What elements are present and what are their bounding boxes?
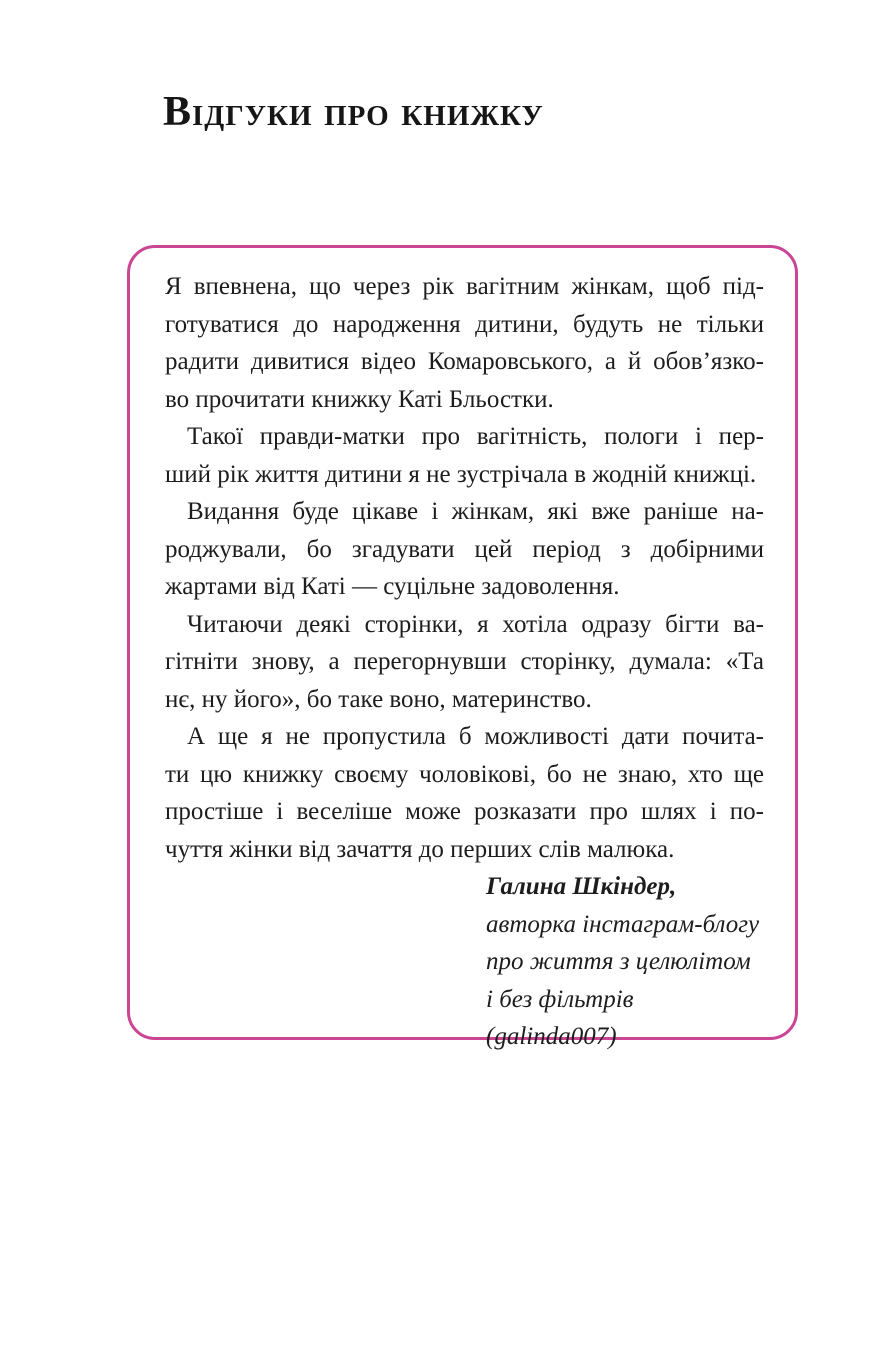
review-line: гітніти знову, а перегорнувши сторінку, думала: «Та bbox=[165, 648, 764, 675]
review-paragraph bbox=[165, 718, 764, 868]
signature-line: про життя з целюлітом bbox=[486, 948, 751, 975]
review-signature bbox=[486, 868, 764, 1056]
review-line: А ще я не пропустила б можливості дати почита- bbox=[187, 723, 764, 750]
review-line: нє, ну його», бо таке воно, материнство. bbox=[165, 685, 592, 713]
review-paragraph bbox=[165, 268, 764, 418]
review-line: ший рік життя дитини я не зустрічала в жодній книжці. bbox=[165, 460, 757, 488]
review-paragraph bbox=[165, 418, 764, 493]
review-line: Видання буде цікаве і жінкам, які вже раніше на- bbox=[187, 498, 764, 525]
review-line: простіше і веселіше може розказати про шлях і по- bbox=[165, 798, 764, 825]
review-line: чуття жінки від зачаття до перших слів малюка. bbox=[165, 835, 675, 863]
signature-name: Галина Шкіндер, bbox=[486, 873, 677, 900]
review-line: Читаючи деякі сторінки, я хотіла одразу бігти ва- bbox=[187, 610, 764, 638]
review-paragraph bbox=[165, 493, 764, 606]
review-paragraph bbox=[165, 606, 764, 719]
review-line: роджували, бо згадувати цей період з добірними bbox=[165, 535, 764, 563]
page-title: Відгуки про книжку bbox=[163, 89, 544, 135]
review-box bbox=[127, 245, 798, 1050]
review-line: жартами від Каті — суцільне задоволення. bbox=[165, 573, 620, 600]
signature-line: авторка інстаграм-блогу bbox=[486, 910, 760, 938]
signature-line: і без фільтрів (galinda007) bbox=[486, 985, 634, 1050]
review-paragraphs bbox=[165, 268, 764, 868]
review-line: радити дивитися відео Комаровського, а й обов’язко- bbox=[165, 348, 764, 375]
review-line: во прочитати книжку Каті Бльостки. bbox=[165, 385, 554, 413]
signature-description bbox=[486, 906, 764, 1056]
review-line: Я впевнена, що через рік вагітним жінкам, щоб під- bbox=[165, 273, 764, 300]
review-line: ти цю книжку своєму чоловікові, бо не знаю, хто ще bbox=[165, 760, 764, 788]
review-line: готуватися до народження дитини, будуть не тільки bbox=[165, 310, 764, 338]
review-line: Такої правди-матки про вагітність, пологи і пер- bbox=[187, 423, 764, 450]
